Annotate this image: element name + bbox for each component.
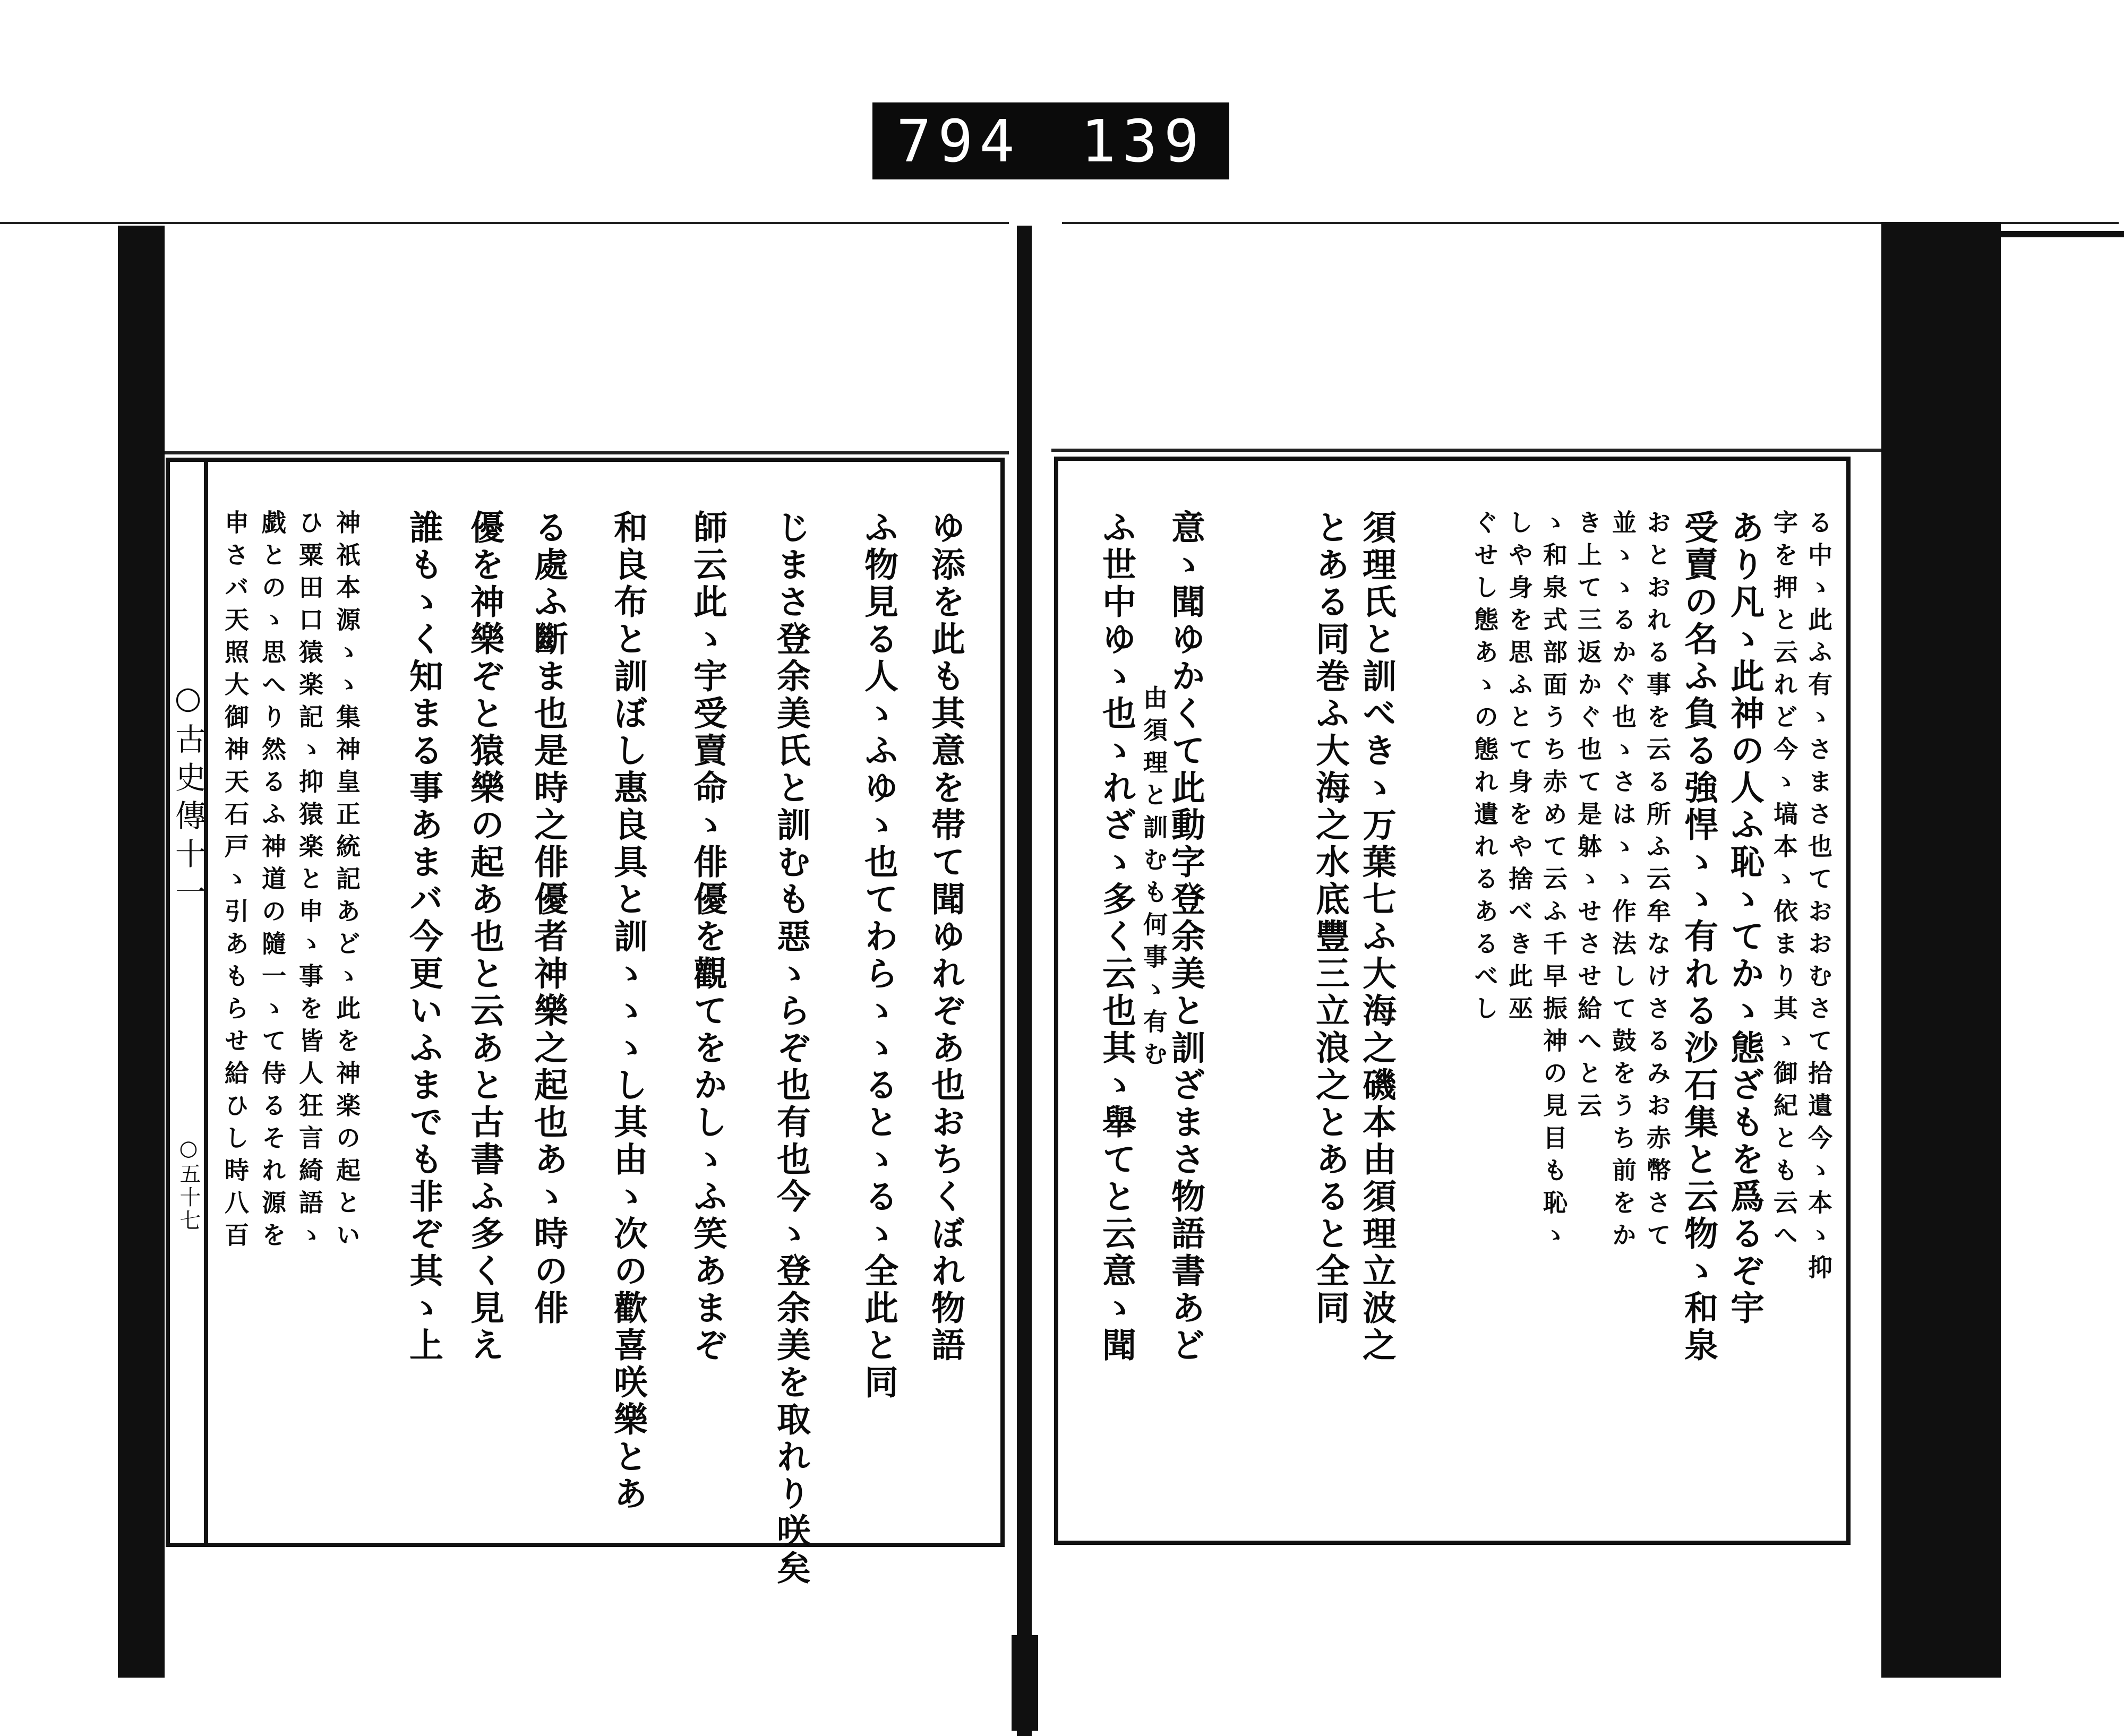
left-page-column-10: ひ粟田口猿楽記ゝ抑猿楽と申ゝ事を皆人狂言綺語ゝ <box>295 510 324 1254</box>
right-page-column-6: 並ゝゝるかぐ也ゝさはゝゝ作法して鼓をうち前をか <box>1608 510 1637 1254</box>
left-page-column-12: 申さバ天照大御神天石戸ゝ引あもらせ給ひし時八百 <box>221 510 250 1254</box>
left-page-column-5: 和良布と訓ぼし惠良具と訓ゝゝゝし其由ゝ次の歡喜咲樂とあ <box>608 510 648 1513</box>
running-header: ○古史傳十一 <box>170 680 206 914</box>
right-edge-lip <box>2001 231 2124 237</box>
left-page-column-7: 優を神樂ぞと猿樂の起あ也と云あと古書ふ多く見え <box>465 510 504 1364</box>
left-page-column-11: 戯とのゝ思へり然るふ神道の隨一ゝて侍るそれ源を <box>258 510 287 1254</box>
catalog-left-number: 794 <box>896 107 1021 175</box>
left-page-column-8: 誰もゝく知まる事あまバ今更いふまでも非ぞ其ゝ上 <box>404 510 443 1364</box>
inner-rule-left <box>159 451 1009 454</box>
left-page-margin-rule <box>204 461 208 1544</box>
right-book-edge <box>1881 222 2001 1678</box>
right-page-column-10: ぐせし態あゝの態れ遺れるあるべし <box>1470 510 1499 1028</box>
right-page-column-1: る中ゝ此ふ有ゝさまさ也ておおむさて拾遺今ゝ本ゝ抑 <box>1804 510 1833 1287</box>
right-page-column-7: き上て三返かぐ也て是躰ゝせさせ給へと云 <box>1574 510 1603 1125</box>
gutter-foot <box>1012 1635 1038 1731</box>
inner-rule-right <box>1051 449 1912 452</box>
page-number: ○五十七 <box>176 1136 201 1233</box>
left-page-column-2: ふ物見る人ゝふゆゝ也てわらゝゝるとゝるゝ全此と同 <box>859 510 898 1402</box>
right-page-column-2: 字を押と云れど今ゝ塙本ゝ依まり其ゝ御紀とも云へ <box>1770 510 1798 1254</box>
right-page-column-13: 意ゝ聞ゆかくて此動字登余美と訓ざまさ物語書あど <box>1166 510 1205 1364</box>
gutter-line <box>1017 226 1032 1736</box>
left-book-edge <box>118 226 165 1678</box>
right-page-column-3: あり凡ゝ此神の人ふ恥ゝてかゝ態ざもを爲るぞ宇 <box>1725 510 1765 1327</box>
left-page-column-6: る處ふ斷ま也是時之俳優者神樂之起也あゝ時の俳 <box>528 510 568 1327</box>
right-page-column-8: ゝ和泉式部面うち赤めて云ふ千早振神の見目も恥ゝ <box>1539 510 1568 1254</box>
left-page-column-1: ゆ添を此も其意を帯て聞ゆれぞあ也おちくぼれ物語 <box>926 510 965 1364</box>
right-page-column-4: 受賣の名ふ負る強悍ゝゝ有れる沙石集と云物ゝ和泉 <box>1678 510 1718 1364</box>
right-page-column-14: 由須理と訓むも何事ゝ有む <box>1140 685 1168 1073</box>
left-page-column-4: 師云此ゝ宇受賣命ゝ俳優を觀てをかしゝふ笑あまぞ <box>688 510 727 1364</box>
right-page-column-15: ふ世中ゆゝ也ゝれざゝ多く云也其ゝ舉てと云意ゝ聞 <box>1097 510 1136 1364</box>
catalog-right-number: 139 <box>1081 107 1205 175</box>
left-page-column-9: 神祇本源ゝゝ集神皇正統記あどゝ此を神楽の起とい <box>332 510 361 1254</box>
right-page-column-12: とある同巻ふ大海之水底豐三立浪之とあると全同 <box>1310 510 1350 1327</box>
right-page-column-11: 須理氏と訓べきゝ万葉七ふ大海之磯本由須理立波之 <box>1357 510 1397 1364</box>
left-page-column-3: じまさ登余美氏と訓むも惡ゝらぞ也有也今ゝ登余美を取れり咲矣 <box>771 510 811 1587</box>
right-page-column-9: しや身を思ふとて身をや捨べき此巫 <box>1505 510 1534 1028</box>
scan-top-line-left <box>0 222 1009 224</box>
catalog-label <box>872 102 1229 179</box>
right-page-column-5: おとおれる事を云る所ふ云牟なけさるみお赤幣さて <box>1643 510 1672 1254</box>
